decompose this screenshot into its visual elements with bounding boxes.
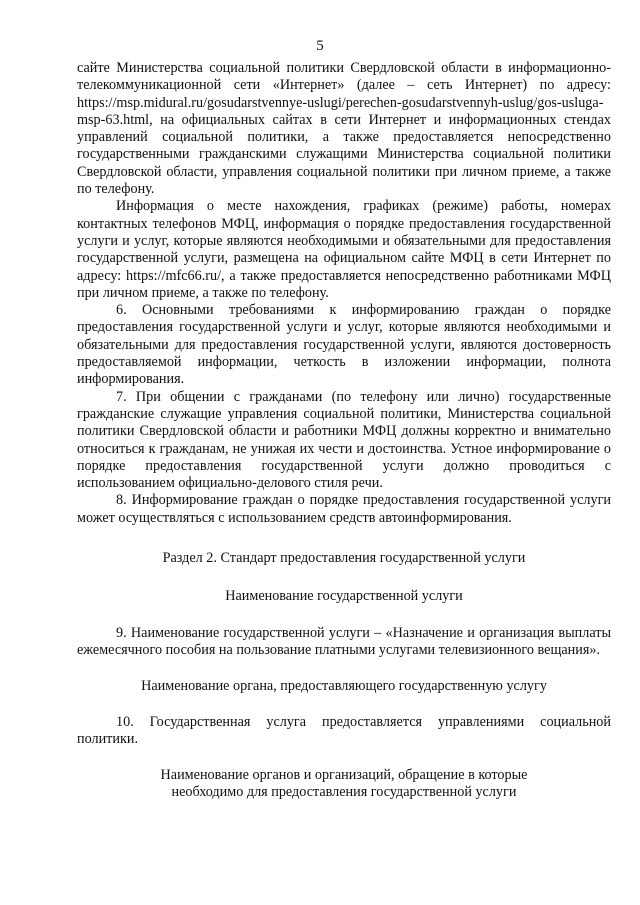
subheading-organs-line-2: необходимо для предоставления государственной услуги [171,784,517,801]
page-content [77,60,611,802]
paragraph-item-6: 6. Основными требованиями к информированию граждан о порядке предоставления государственной услуги и услуг, которые являются необходимыми и обязательными для предоставления государственной услуги, являются достоверность предоставляемой информации, четкость в изложении информации, полнота информирования. [77,302,611,388]
subheading-organs-line-1: Наименование органов и организаций, обращение в которые [160,767,528,784]
spacer [77,527,611,550]
spacer [77,567,611,588]
paragraph-item-7: 7. При общении с гражданами (по телефону или лично) государственные гражданские служащие управления социальной политики, Министерства социальной политики Свердловской области и работники МФЦ должны корректно и внимательно относиться к гражданам, не унижая их чести и достоинства. Устное информирование о порядке предоставления государственной услуги должно проводиться с использованием официально-делового стиля речи. [77,388,611,492]
page-number: 5 [316,38,324,54]
paragraph-item-10: 10. Государственная услуга предоставляется управлениями социальной политики. [77,713,611,747]
spacer [77,748,611,767]
paragraph-mfc-info: Информация о месте нахождения, графиках (режиме) работы, номерах контактных телефонов МФЦ, информация о порядке предоставления государственной услуги и услуг, которые являются необходимыми и обязательными для предоставления государственной услуги, размещена на официальном сайте МФЦ в сети Интернет по адресу: https://mfc66.ru/, а также предоставляется непосредственно работниками МФЦ при личном приеме, а также по телефону. [77,198,611,301]
paragraph-info-sources: сайте Министерства социальной политики Свердловской области в информационно-телекоммуникационной сети «Интернет» (далее – сеть Интернет) по адресу: https://msp.midural.ru/gosudarstvennye-uslugi/perechen-gosudarstvennyh-uslug/gos-usluga-msp-63.html, на официальных сайтах в сети Интернет и информационных стендах управлений социальной политики, а также предоставляется непосредственно государственными гражданскими служащими Министерства социальной политики Свердловской области, управления социальной политики при личном приеме, а также по телефону. [77,60,611,198]
spacer [77,659,611,678]
paragraph-item-9: 9. Наименование государственной услуги – «Назначение и организация выплаты ежемесячного пособия на пользование платными услугами телевизионного вещания». [77,624,611,658]
spacer [77,696,611,714]
paragraph-item-8: 8. Информирование граждан о порядке предоставления государственной услуги может осуществляться с использованием средств автоинформирования. [77,492,611,526]
section-heading: Раздел 2. Стандарт предоставления государственной услуги [162,550,526,567]
subheading-service-name: Наименование государственной услуги [225,588,463,605]
subheading-organ-name: Наименование органа, предоставляющего государственную услугу [141,678,547,695]
spacer [77,606,611,625]
